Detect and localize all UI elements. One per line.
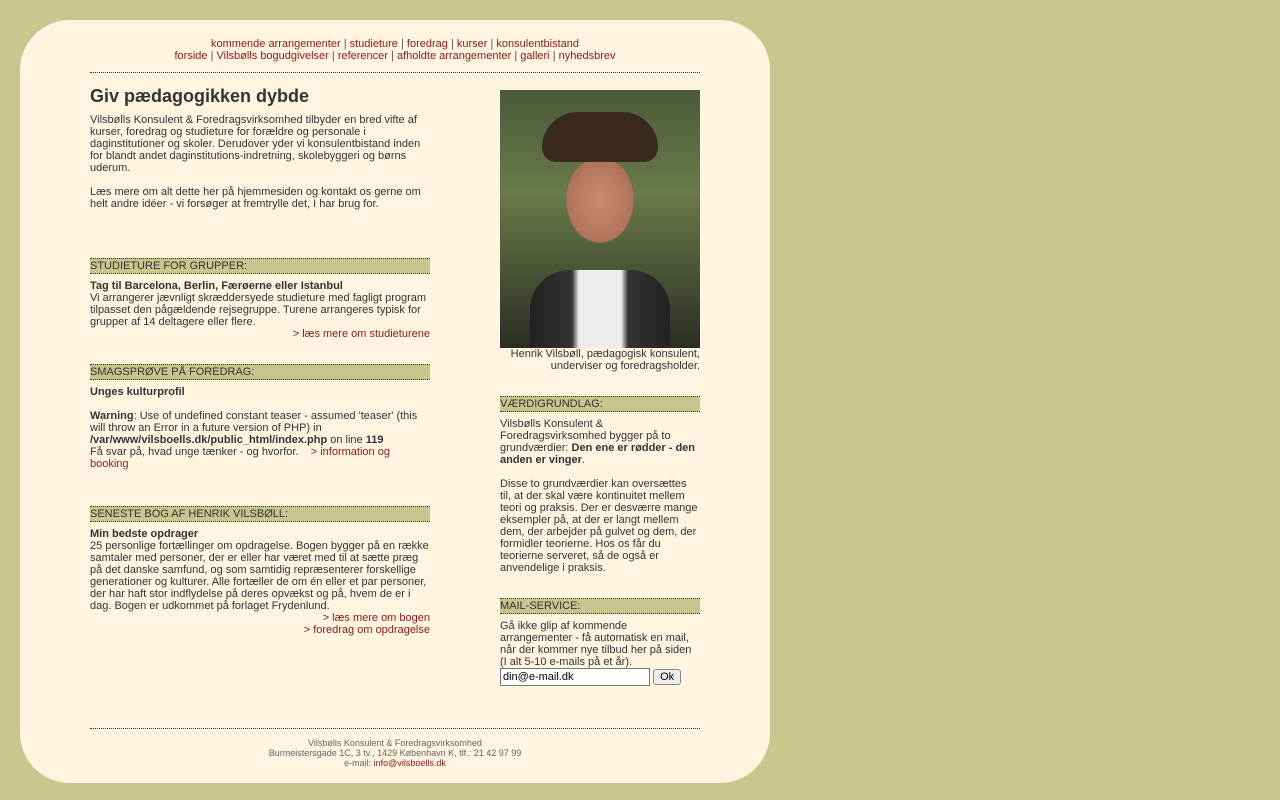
nav-bogudgivelser[interactable]: Vilsbølls bogudgivelser bbox=[216, 50, 329, 62]
divider bbox=[90, 72, 700, 73]
footer-address: Burmeistersgade 1C, 3 tv., 1429 København K, tlf.: 21 42 97 99 bbox=[268, 748, 522, 758]
nav-foredrag[interactable]: foredrag bbox=[406, 38, 448, 50]
ok-button[interactable]: Ok bbox=[653, 669, 681, 685]
nav-separator: | bbox=[391, 50, 394, 62]
nav-separator: | bbox=[331, 50, 335, 62]
nav-separator: | bbox=[400, 38, 404, 50]
footer-email-label: e-mail: bbox=[344, 758, 374, 768]
section-header-vaerdi: VÆRDIGRUNDLAG: bbox=[500, 396, 700, 412]
left-column bbox=[90, 86, 430, 636]
smagsproeve-text: Få svar på, hvad unge tænker - og hvorfor. bbox=[90, 446, 299, 458]
nav-galleri[interactable]: galleri bbox=[520, 50, 550, 62]
vaerdi-text: Vilsbølls Konsulent & Foredragsvirksomhed bygger på to grundværdier: Den ene er rødder - den anden er vinger. bbox=[500, 418, 696, 466]
intro-text: Vilsbølls Konsulent & Foredragsvirksomhed tilbyder en bred vifte af kurser, foredrag og studieture for forældre og personale i daginstitutioner og skoler. Derudover yder vi konsulentbistand inden for blandt andet daginstitutions-indretning, skolebyggeri og børns uderum. bbox=[90, 114, 421, 174]
studieture-title: Tag til Barcelona, Berlin, Færøerne eller Istanbul bbox=[90, 280, 343, 292]
portrait-photo bbox=[500, 90, 700, 348]
intro-text-2: Læs mere om alt dette her på hjemmesiden og kontakt os gerne om helt andre idéer - vi forsøger at fremtrylle det, I har brug for. bbox=[90, 186, 421, 210]
section-header-bog: SENESTE BOG AF HENRIK VILSBØLL: bbox=[90, 506, 430, 522]
studieture-read-more-link[interactable]: > læs mere om studieturene bbox=[292, 328, 430, 340]
nav-afholdte-arrangementer[interactable]: afholdte arrangementer bbox=[396, 50, 512, 62]
footer-company: Vilsbølls Konsulent & Foredragsvirksomhed bbox=[308, 738, 482, 748]
information-booking-link[interactable]: > information og booking bbox=[90, 446, 390, 470]
nav-separator: | bbox=[450, 38, 454, 50]
mail-text: Gå ikke glip af kommende arrangementer - få automatisk en mail, når der kommer nye tilbud her på siden (I alt 5-10 e-mails på et år). bbox=[500, 620, 692, 668]
nav-separator: | bbox=[490, 38, 494, 50]
divider bbox=[90, 728, 700, 729]
footer-email-link[interactable]: info@vilsboells.dk bbox=[373, 758, 446, 768]
right-column bbox=[500, 90, 700, 686]
smagsproeve-title: Unges kulturprofil bbox=[90, 386, 185, 398]
nav-separator: | bbox=[210, 50, 214, 62]
bog-read-more-link[interactable]: > læs mere om bogen bbox=[322, 612, 430, 624]
nav-referencer[interactable]: referencer bbox=[337, 50, 388, 62]
section-header-mail: MAIL-SERVICE: bbox=[500, 598, 700, 614]
nav-forside[interactable]: forside bbox=[174, 50, 208, 62]
footer bbox=[90, 738, 700, 768]
section-header-smagsproeve: SMAGSPRØVE PÅ FOREDRAG: bbox=[90, 364, 430, 380]
page-container bbox=[20, 20, 770, 783]
page-title: Giv pædagogikken dybde bbox=[90, 86, 310, 106]
nav-studieture[interactable]: studieture bbox=[349, 38, 398, 50]
section-header-studieture: STUDIETURE FOR GRUPPER: bbox=[90, 258, 430, 274]
php-warning: Warning: Use of undefined constant teaser - assumed 'teaser' (this will throw an Error in a future version of PHP) in /var/www/vilsboells.dk/public_html/index.php on line 119 bbox=[90, 410, 418, 446]
foredrag-opdragelse-link[interactable]: > foredrag om opdragelse bbox=[303, 624, 430, 636]
nav-row-2 bbox=[90, 50, 700, 62]
main-navigation bbox=[90, 38, 700, 62]
bog-title: Min bedste opdrager bbox=[90, 528, 199, 540]
photo-caption: Henrik Vilsbøll, pædagogisk konsulent, underviser og foredragsholder. bbox=[510, 348, 700, 372]
nav-separator: | bbox=[552, 50, 556, 62]
vaerdi-text-2: Disse to grundværdier kan oversættes til, at der skal være kontinuitet mellem teori og praksis. Der er desværre mange eksempler på, at der er langt mellem dem, der arbejder på gulvet og dem, der formidler teorierne. Hos os får du teorierne serveret, så de også er anvendelige i praksis. bbox=[500, 478, 698, 574]
nav-separator: | bbox=[343, 38, 347, 50]
nav-row-1 bbox=[90, 38, 700, 50]
studieture-text: Vi arrangerer jævnligt skræddersyede studieture med fagligt program tilpasset den pågældende rejsegruppe. Turene arrangeres typisk for grupper af 14 deltagere eller flere. bbox=[90, 292, 427, 328]
nav-nyhedsbrev[interactable]: nyhedsbrev bbox=[558, 50, 616, 62]
nav-separator: | bbox=[514, 50, 518, 62]
nav-kommende-arrangementer[interactable]: kommende arrangementer bbox=[211, 38, 341, 50]
email-input[interactable] bbox=[500, 668, 650, 686]
bog-text: 25 personlige fortællinger om opdragelse. Bogen bygger på en række samtaler med personer, der er eller har været med til at sætte præg på det danske samfund, og som samtidig repræsenterer forskellige generationer og kulturer. Alle fortæller de om én eller et par personer, der har haft stor indflydelse på deres opvækst og på, hvem de er i dag. Bogen er udkommet på forlaget Frydenlund. bbox=[90, 540, 429, 612]
nav-kurser[interactable]: kurser bbox=[456, 38, 488, 50]
nav-konsulentbistand[interactable]: konsulentbistand bbox=[496, 38, 579, 50]
